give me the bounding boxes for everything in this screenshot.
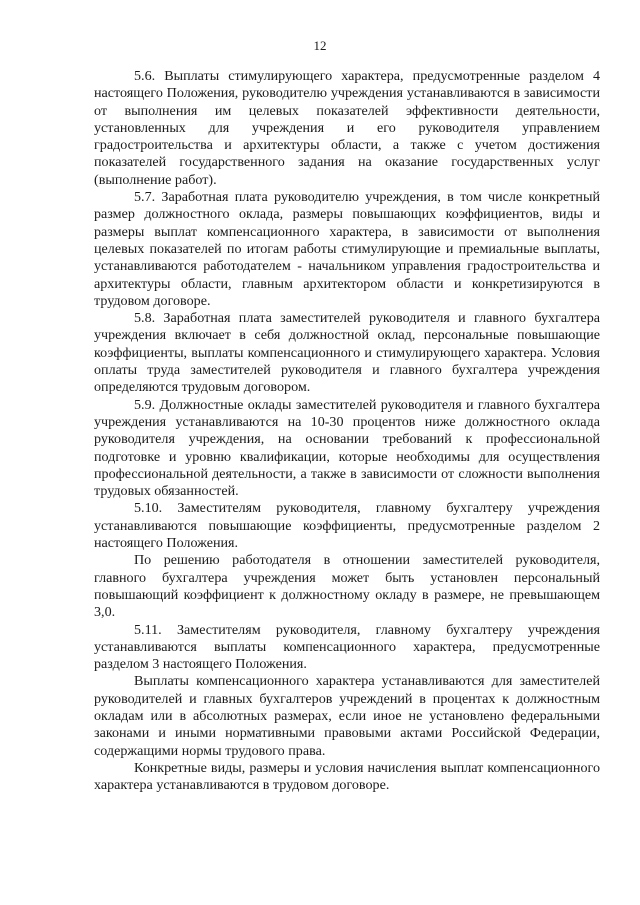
paragraph-5-8: 5.8. Заработная плата заместителей руководителя и главного бухгалтера учреждения включает в себя должностной оклад, персональные повышающие коэффициенты, выплаты компенсационного и стимулирующего характера. Условия оплаты труда заместителей руководителя и главного бухгалтера учреждения определяются трудовым договором. (94, 310, 600, 396)
paragraph-5-7: 5.7. Заработная плата руководителю учреждения, в том числе конкретный размер должностного оклада, размеры повышающих коэффициентов, виды и размеры выплат компенсационного характера, в зависимости от выполнения целевых показателей по итогам работы стимулирующие и премиальные выплаты, устанавливаются работодателем - начальником управления градостроительства и архитектуры области, главным архитектором области и конкретизируются в трудовом договоре. (94, 189, 600, 309)
paragraph-5-9: 5.9. Должностные оклады заместителей руководителя и главного бухгалтера учреждения устанавливаются на 10-30 процентов ниже должностного оклада руководителя учреждения, на основании требований к профессиональной подготовке и уровню квалификации, которые необходимы для осуществления профессиональной деятельности, а также в зависимости от сложности выполнения трудовых обязанностей. (94, 396, 600, 500)
paragraph-5-6: 5.6. Выплаты стимулирующего характера, предусмотренные разделом 4 настоящего Положения, руководителю учреждения устанавливаются в зависимости от выполнения им целевых показателей эффективности деятельности, установленных для учреждения и его руководителя управлением градостроительства и архитектуры области, а также с учетом достижения показателей государственного задания на оказание государственных услуг (выполнение работ). (94, 68, 600, 188)
paragraph-5-11: 5.11. Заместителям руководителя, главному бухгалтеру учреждения устанавливаются выплаты компенсационного характера, предусмотренные разделом 3 настоящего Положения. (94, 621, 600, 673)
paragraph-compensation-payments: Выплаты компенсационного характера устанавливаются для заместителей руководителей и главных бухгалтеров учреждений в процентах к должностным окладам или в абсолютных размерах, если иное не установлено федеральными законами и иными нормативными правовыми актами Российской Федерации, содержащими нормы трудового права. (94, 673, 600, 759)
page-number: 12 (313, 38, 327, 53)
paragraph-specific-types: Конкретные виды, размеры и условия начисления выплат компенсационного характера устанавливаются в трудовом договоре. (94, 759, 600, 794)
paragraph-5-10: 5.10. Заместителям руководителя, главному бухгалтеру учреждения устанавливаются повышающие коэффициенты, предусмотренные разделом 2 настоящего Положения. (94, 500, 600, 552)
paragraph-employer-decision: По решению работодателя в отношении заместителей руководителя, главного бухгалтера учреждения может быть установлен персональный повышающий коэффициент к должностному окладу в размере, не превышающем 3,0. (94, 552, 600, 621)
document-body (94, 68, 600, 794)
